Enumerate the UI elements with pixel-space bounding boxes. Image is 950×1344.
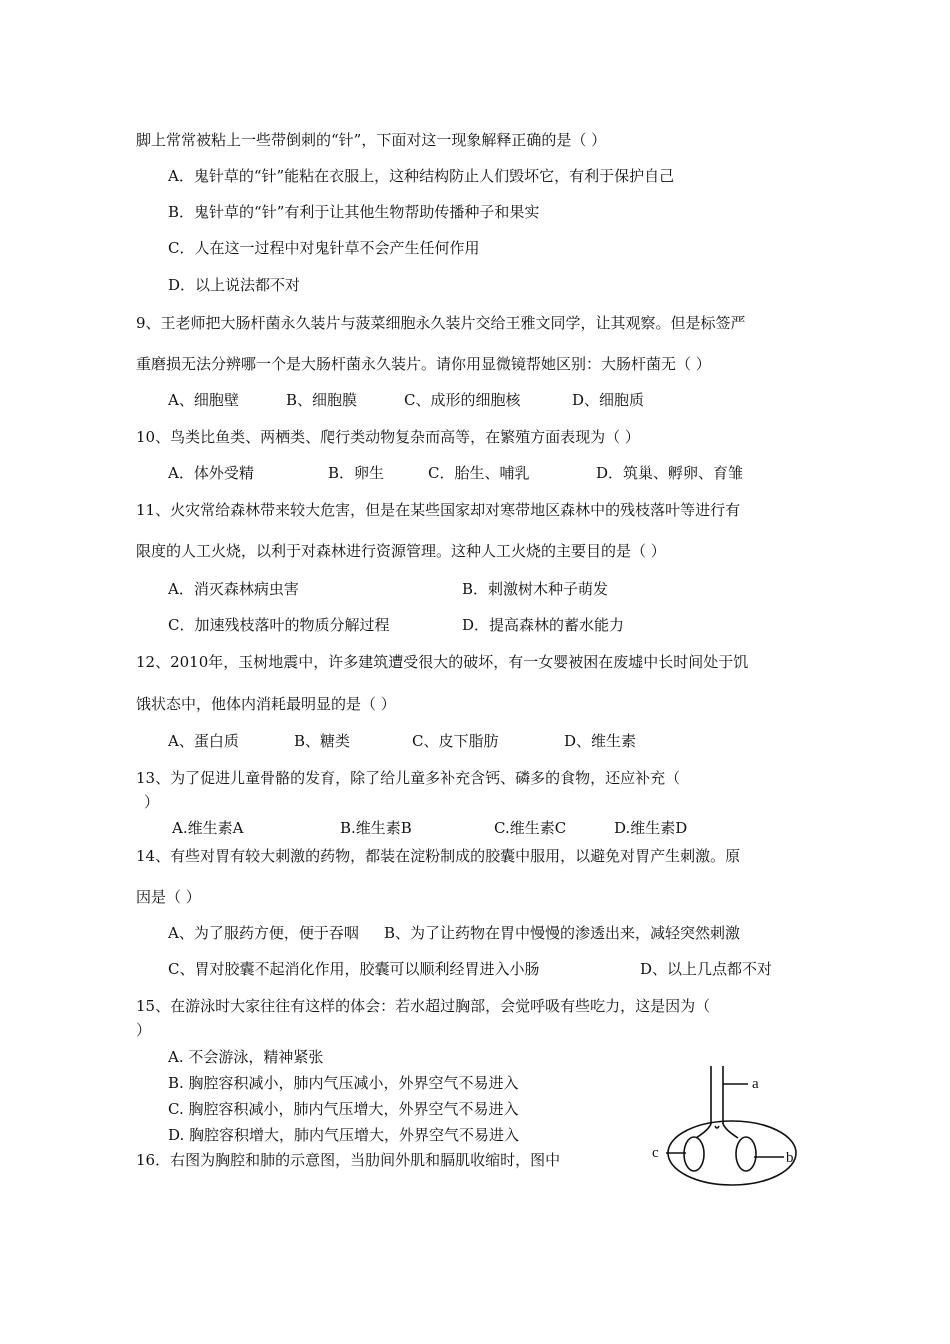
q15-option-b: B. 胸腔容积减小，肺内气压减小，外界空气不易进入	[168, 1074, 519, 1092]
q9-option-d: D、细胞质	[572, 391, 645, 409]
q13-option-c: C.维生素C	[494, 819, 567, 837]
q12-stem-line1: 12、2010年，玉树地震中，许多建筑遭受很大的破坏，有一女婴被困在废墟中长时间处于饥	[136, 653, 749, 671]
q9-option-c: C、成形的细胞核	[404, 391, 521, 409]
q15-option-a: A. 不会游泳，精神紧张	[168, 1048, 324, 1066]
q15-stem-line1: 15、在游泳时大家往往有这样的体会：若水超过胸部，会觉呼吸有些吃力，这是因为（	[136, 997, 711, 1015]
q12-option-a: A、蛋白质	[168, 732, 239, 750]
q15-option-d: D. 胸腔容积增大，肺内气压增大，外界空气不易进入	[168, 1126, 520, 1144]
q14-stem-line1: 14、有些对胃有较大刺激的药物，都装在淀粉制成的胶囊中服用，以避免对胃产生刺激。原	[136, 847, 741, 865]
q12-option-b: B、糖类	[294, 732, 351, 750]
q10-stem: 10、鸟类比鱼类、两栖类、爬行类动物复杂而高等，在繁殖方面表现为（ ）	[136, 428, 640, 446]
q15-option-c: C. 胸腔容积减小，肺内气压增大，外界空气不易进入	[168, 1100, 519, 1118]
q9-option-b: B、细胞膜	[286, 391, 358, 409]
label-c: c	[652, 1145, 659, 1161]
q8-option-a: A．鬼针草的“针”能粘在衣服上，这种结构防止人们毁坏它，有利于保护自己	[168, 167, 675, 185]
q9-stem-line1: 9、王老师把大肠杆菌永久装片与菠菜细胞永久装片交给王雅文同学，让其观察。但是标签严	[136, 314, 746, 332]
q12-option-d: D、维生素	[564, 732, 637, 750]
q15-stem-line2: ）	[136, 1021, 152, 1039]
q14-option-d: D、以上几点都不对	[640, 960, 773, 978]
q13-option-d: D.维生素D	[614, 819, 688, 837]
q9-option-a: A、细胞壁	[168, 391, 239, 409]
q11-option-d: D．提高森林的蓄水能力	[462, 616, 625, 634]
label-b: b	[786, 1150, 794, 1166]
q8-option-d: D．以上说法都不对	[168, 276, 301, 294]
q14-option-c: C、胃对胶囊不起消化作用，胶囊可以顺利经胃进入小肠	[168, 960, 540, 978]
q11-option-a: A．消灭森林病虫害	[168, 580, 299, 598]
q13-stem-line2: ）	[144, 793, 160, 811]
chest-cavity-outline	[668, 1121, 796, 1185]
q11-option-b: B．刺激树木种子萌发	[462, 580, 609, 598]
q10-option-a: A．体外受精	[168, 464, 254, 482]
right-lung	[736, 1137, 756, 1171]
q8-stem: 脚上常常被粘上一些带倒刺的“针”，下面对这一现象解释正确的是（ ）	[136, 131, 607, 149]
right-bronchus	[723, 1124, 738, 1138]
q13-option-a: A.维生素A	[172, 819, 244, 837]
bronchus-fork	[715, 1126, 719, 1128]
q10-option-d: D．筑巢、孵卵、育雏	[596, 464, 744, 482]
q16-stem-line1: 16．右图为胸腔和肺的示意图，当肋间外肌和膈肌收缩时，图中	[136, 1151, 561, 1169]
q8-option-c: C．人在这一过程中对鬼针草不会产生任何作用	[168, 239, 480, 257]
q13-option-b: B.维生素B	[340, 819, 412, 837]
left-lung	[684, 1137, 704, 1171]
q11-stem-line2: 限度的人工火烧，以利于对森林进行资源管理。这种人工火烧的主要目的是（ ）	[136, 542, 666, 560]
q8-option-b: B．鬼针草的“针”有利于让其他生物帮助传播种子和果实	[168, 203, 540, 221]
q13-stem-line1: 13、为了促进儿童骨骼的发育，除了给儿童多补充含钙、磷多的食物，还应补充（	[136, 769, 681, 787]
q9-stem-line2: 重磨损无法分辨哪一个是大肠杆菌永久装片。请你用显微镜帮她区别：大肠杆菌无（ ）	[136, 355, 711, 373]
q12-option-c: C、皮下脂肪	[412, 732, 499, 750]
q10-option-c: C．胎生、哺乳	[428, 464, 530, 482]
q14-stem-line2: 因是（ ）	[136, 888, 201, 906]
q14-option-a: A、为了服药方便，便于吞咽	[168, 924, 359, 942]
thorax-lung-diagram	[650, 1064, 820, 1194]
q12-stem-line2: 饿状态中，他体内消耗最明显的是（ ）	[136, 695, 396, 713]
q14-option-b: B、为了让药物在胃中慢慢的渗透出来，减轻突然刺激	[384, 924, 741, 942]
q11-stem-line1: 11、火灾常给森林带来较大危害，但是在某些国家却对寒带地区森林中的残枝落叶等进行有	[136, 501, 741, 519]
q10-option-b: B．卵生	[328, 464, 385, 482]
label-a: a	[752, 1076, 759, 1092]
q11-option-c: C．加速残枝落叶的物质分解过程	[168, 616, 390, 634]
